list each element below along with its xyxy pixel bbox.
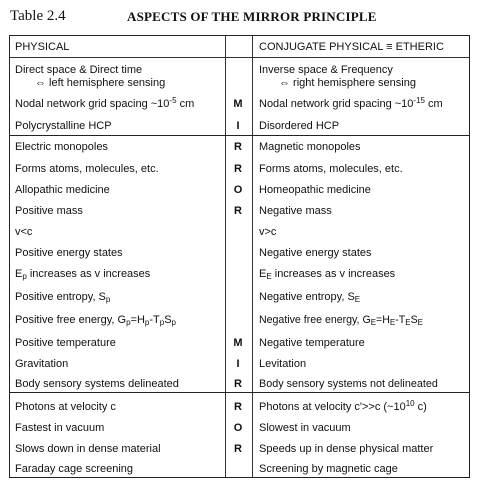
row-11-right: Negative entropy, $S_E$ xyxy=(259,291,361,304)
section-divider xyxy=(10,135,469,136)
row-5-mid: R xyxy=(234,163,242,175)
row-1-right: Inverse space & Frequency ⇔ right hemisphere sensing xyxy=(259,64,416,89)
row-9-right: Negative energy states xyxy=(259,247,372,259)
row-8-left: v<c xyxy=(15,226,33,238)
row-6-mid: O xyxy=(233,184,243,196)
row-8-right: v>c xyxy=(259,226,277,238)
row-17-mid: O xyxy=(233,422,243,434)
row-2-left: Nodal network grid spacing $\sim 10^{-5}$ cm xyxy=(15,96,195,110)
row-13-mid: M xyxy=(233,337,243,349)
row-17-right: Slowest in vacuum xyxy=(259,422,351,434)
row-2-right: Nodal network grid spacing $\sim 10^{-15}$ cm xyxy=(259,96,443,110)
row-14-right: Levitation xyxy=(259,358,307,370)
row-14-left: Gravitation xyxy=(15,358,69,370)
row-10-right: $E_E$ increases as v increases xyxy=(259,268,396,281)
row-13-left: Positive temperature xyxy=(15,337,116,349)
row-14-mid: I xyxy=(236,358,240,370)
table-title: ASPECTS OF THE MIRROR PRINCIPLE xyxy=(127,9,377,24)
row-13-right: Negative temperature xyxy=(259,337,365,349)
table-number: Table 2.4 xyxy=(10,8,66,24)
row-3-mid: I xyxy=(236,120,240,132)
row-6-right: Homeopathic medicine xyxy=(259,184,371,196)
row-10-left: $E_p$ increases as v increases xyxy=(15,268,151,281)
row-9-left: Positive energy states xyxy=(15,247,123,259)
row-7-mid: R xyxy=(234,205,242,217)
row-5-right: Forms atoms, molecules, etc. xyxy=(259,163,403,175)
row-12-left: Positive free energy, $G_p=H_p-T_pS_p$ xyxy=(15,314,176,327)
row-3-right: Disordered HCP xyxy=(259,120,340,132)
row-18-right: Speeds up in dense physical matter xyxy=(259,443,434,455)
row-1-left: Direct space & Direct time ⇔ left hemisphere sensing xyxy=(15,64,166,89)
row-19-left: Faraday cage screening xyxy=(15,463,134,475)
row-4-right: Magnetic monopoles xyxy=(259,141,361,153)
row-3-left: Polycrystalline HCP xyxy=(15,120,112,132)
row-12-right: Negative free energy, $G_E=H_E-T_ES_E$ xyxy=(259,314,423,327)
row-17-left: Fastest in vacuum xyxy=(15,422,105,434)
row-15-left: Body sensory systems delineated xyxy=(15,378,179,390)
row-16-mid: R xyxy=(234,401,242,413)
row-16-left: Photons at velocity c xyxy=(15,401,116,413)
row-15-mid: R xyxy=(234,378,242,390)
row-7-left: Positive mass xyxy=(15,205,83,217)
header-physical: PHYSICAL xyxy=(15,41,70,53)
mirror-principle-table xyxy=(9,35,470,478)
table-caption xyxy=(10,8,470,28)
row-4-mid: R xyxy=(234,141,242,153)
row-18-mid: R xyxy=(234,443,242,455)
row-19-right: Screening by magnetic cage xyxy=(259,463,398,475)
row-5-left: Forms atoms, molecules, etc. xyxy=(15,163,159,175)
row-4-left: Electric monopoles xyxy=(15,141,108,153)
row-6-left: Allopathic medicine xyxy=(15,184,110,196)
row-2-mid: M xyxy=(233,98,243,110)
row-16-right: Photons at velocity c'>>c ($\sim 10^{10}$ c) xyxy=(259,399,427,413)
row-11-left: Positive entropy, $S_p$ xyxy=(15,291,111,304)
row-divider xyxy=(10,57,469,58)
header-etheric: CONJUGATE PHYSICAL ≡ ETHERIC xyxy=(259,41,444,53)
row-7-right: Negative mass xyxy=(259,205,332,217)
section-divider xyxy=(10,392,469,393)
row-15-right: Body sensory systems not delineated xyxy=(259,378,438,390)
row-18-left: Slows down in dense material xyxy=(15,443,161,455)
